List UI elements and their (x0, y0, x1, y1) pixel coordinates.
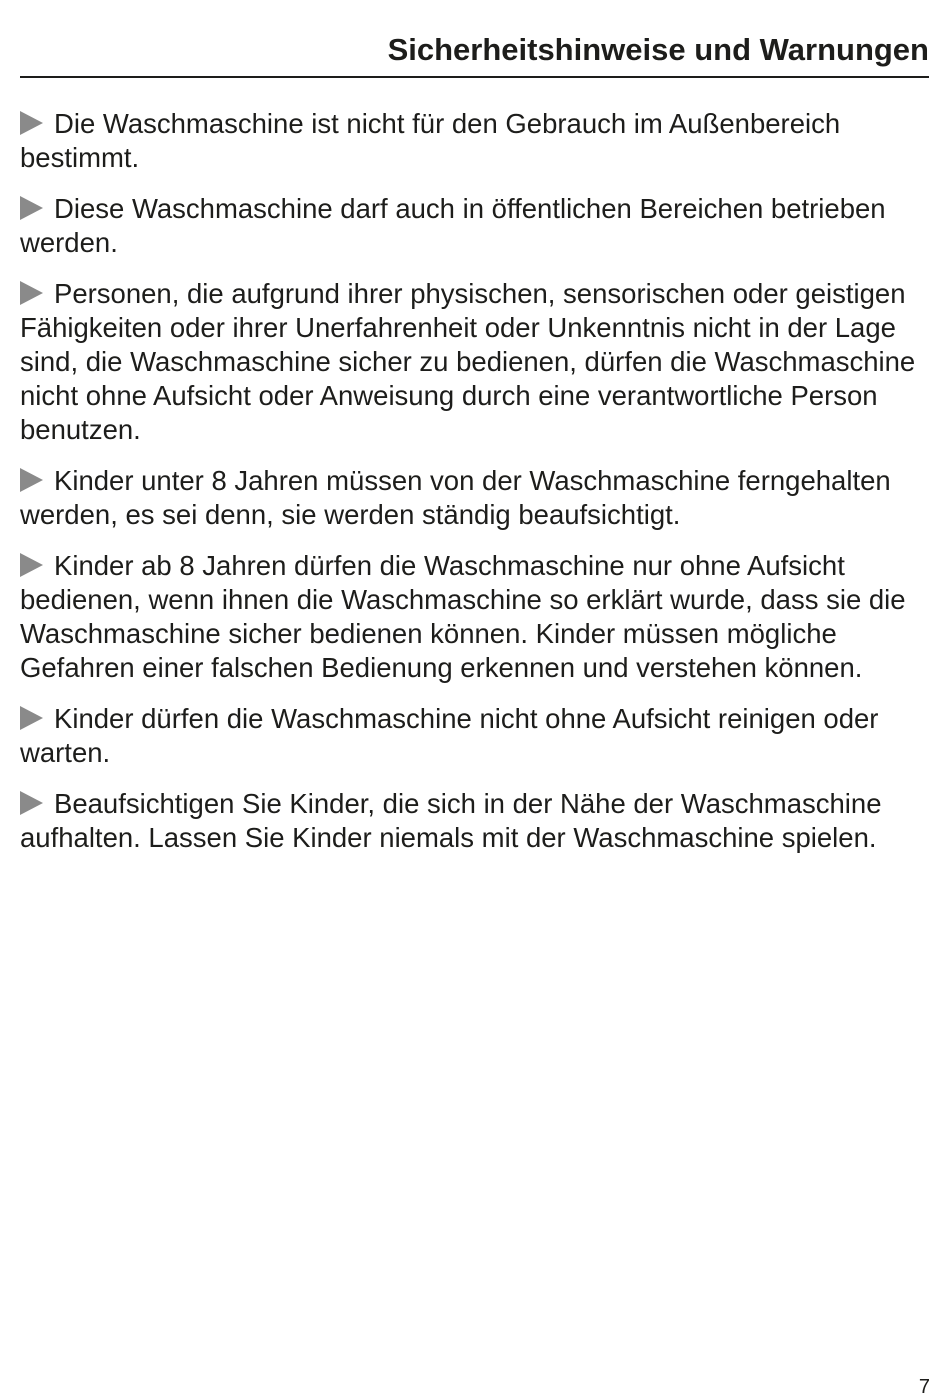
triangle-bullet-icon (20, 196, 43, 220)
safety-note-text: Diese Waschmaschine darf auch in öffentlichen Bereichen betrieben werden. (20, 193, 886, 258)
safety-note (20, 107, 930, 175)
safety-note-text: Personen, die aufgrund ihrer physischen, sensorischen oder geistigen Fähigkeiten oder ihrer Unerfahrenheit oder Unkenntnis nicht in der Lage sind, die Waschmaschine sicher zu bedienen, dürfen die Waschmaschine nicht ohne Aufsicht oder Anweisung durch eine verantwortliche Person benutzen. (20, 278, 916, 445)
triangle-bullet-icon (20, 468, 43, 492)
safety-note (20, 277, 930, 447)
triangle-bullet-icon (20, 111, 43, 135)
page-number: 7 (918, 1376, 930, 1398)
safety-note-text: Kinder ab 8 Jahren dürfen die Waschmaschine nur ohne Aufsicht bedienen, wenn ihnen die Waschmaschine so erklärt wurde, dass sie die Waschmaschine sicher bedienen können. Kinder müssen mögliche Gefahren einer falschen Bedienung erkennen und verstehen können. (20, 550, 906, 683)
safety-note (20, 192, 930, 260)
safety-note-text: Kinder unter 8 Jahren müssen von der Waschmaschine ferngehalten werden, es sei denn, sie werden ständig beaufsichtigt. (20, 465, 891, 530)
page-header (20, 30, 929, 78)
triangle-bullet-icon (20, 281, 43, 305)
safety-note-text: Die Waschmaschine ist nicht für den Gebrauch im Außenbereich bestimmt. (20, 108, 841, 173)
triangle-bullet-icon (20, 706, 43, 730)
safety-note-text: Beaufsichtigen Sie Kinder, die sich in der Nähe der Waschmaschine aufhalten. Lassen Sie Kinder niemals mit der Waschmaschine spielen. (20, 788, 882, 853)
page-title: Sicherheitshinweise und Warnungen (387, 32, 929, 67)
safety-note (20, 549, 930, 685)
triangle-bullet-icon (20, 553, 43, 577)
safety-note (20, 464, 930, 532)
safety-notes-list (20, 107, 930, 872)
safety-note (20, 702, 930, 770)
safety-note (20, 787, 930, 855)
safety-note-text: Kinder dürfen die Waschmaschine nicht ohne Aufsicht reinigen oder warten. (20, 703, 879, 768)
triangle-bullet-icon (20, 791, 43, 815)
